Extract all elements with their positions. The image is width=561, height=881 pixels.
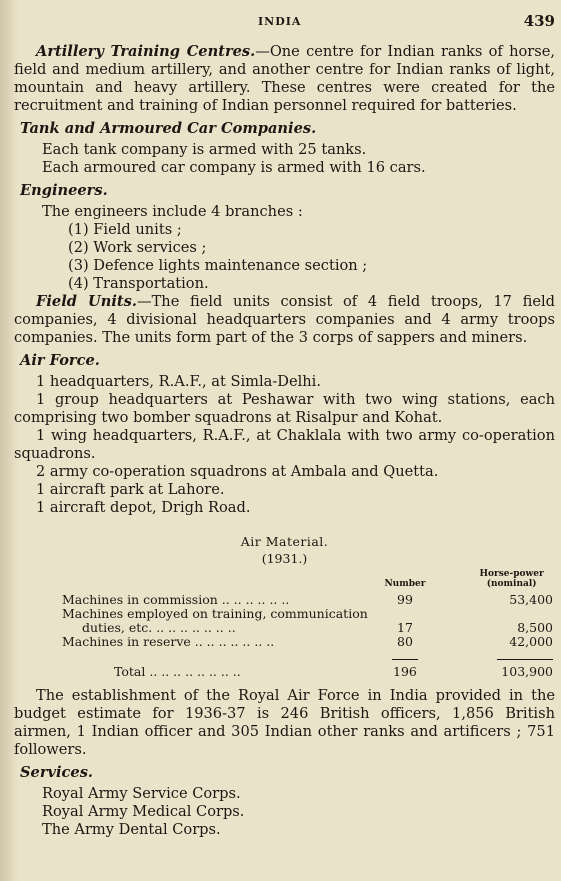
horse-power-label: Horse-power <box>479 569 544 579</box>
engineers-heading: Engineers. <box>20 182 108 199</box>
row-horse-power: 42,000 <box>509 634 553 649</box>
table-row <box>62 607 555 635</box>
running-header <box>0 12 561 32</box>
row-number: 99 <box>397 592 413 607</box>
total-number: 196 <box>393 664 417 679</box>
air-force-heading: Air Force. <box>20 352 100 369</box>
air-force-line: 1 wing headquarters, R.A.F., at Chaklala with two army co-operation squadrons. <box>14 427 555 462</box>
row-label: Machines in commission .. .. .. .. .. .. <box>62 592 290 607</box>
engineers-intro: The engineers include 4 branches : <box>42 203 303 220</box>
engineers-item: (3) Defence lights maintenance section ; <box>68 257 368 274</box>
air-force-line: 2 army co-operation squadrons at Ambala and Quetta. <box>36 463 439 480</box>
tanks-heading: Tank and Armoured Car Companies. <box>20 120 317 137</box>
page-number: 439 <box>523 12 555 30</box>
field-units-text: —The field units consist of 4 field troops, 17 field companies, 4 divisional headquarters companies and 4 army troops companies. The units form part of the 3 corps of sappers and miners. <box>14 293 555 346</box>
tanks-line: Each tank company is armed with 25 tanks. <box>42 141 367 158</box>
total-horse-power: 103,900 <box>501 664 553 679</box>
services-item: The Army Dental Corps. <box>42 821 221 838</box>
artillery-heading: Artillery Training Centres. <box>36 43 256 60</box>
running-title: INDIA <box>258 15 302 28</box>
engineers-item: (4) Transportation. <box>68 275 209 292</box>
row-horse-power: 8,500 <box>517 620 553 635</box>
air-material-title: Air Material. <box>240 534 329 549</box>
row-number: 80 <box>397 634 413 649</box>
horse-power-column-header <box>430 569 555 593</box>
row-label: Machines employed on training, communication duties, etc. .. .. .. .. .. .. .. <box>62 606 368 635</box>
services-item: Royal Army Medical Corps. <box>42 803 245 820</box>
air-material-table <box>62 569 555 679</box>
air-material-year: (1931.) <box>261 551 308 566</box>
air-force-line: 1 headquarters, R.A.F., at Simla-Delhi. <box>36 373 321 390</box>
total-label: Total .. .. .. .. .. .. .. .. <box>114 664 241 679</box>
table-rule <box>62 649 555 663</box>
air-force-line: 1 group headquarters at Peshawar with two wing stations, each comprising two bomber squadrons at Risalpur and Kohat. <box>14 391 555 426</box>
field-units-paragraph <box>14 293 555 347</box>
table-row <box>62 593 555 607</box>
row-label: Machines in reserve .. .. .. .. .. .. .. <box>62 634 275 649</box>
services-item: Royal Army Service Corps. <box>42 785 241 802</box>
table-total-row <box>62 663 555 679</box>
artillery-paragraph <box>14 43 555 115</box>
rule-line <box>497 659 553 660</box>
air-force-line: 1 aircraft park at Lahore. <box>36 481 225 498</box>
horse-power-sublabel: (nominal) <box>486 579 537 589</box>
artillery-text: —One centre for Indian ranks of horse, field and medium artillery, and another centre for Indian ranks of light, mountain and heavy artillery. These centres were created for the recruitment and training of Indian personnel required for batteries. <box>14 43 555 114</box>
page-body <box>14 43 555 839</box>
air-force-line: 1 aircraft depot, Drigh Road. <box>36 499 251 516</box>
row-horse-power: 53,400 <box>509 592 553 607</box>
establishment-paragraph: The establishment of the Royal Air Force in India provided in the budget estimate for 1936-37 is 246 British officers, 1,856 British airmen, 1 Indian officer and 305 Indian other ranks and artificers ; 751 followers. <box>14 687 555 758</box>
engineers-item: (2) Work services ; <box>68 239 207 256</box>
table-row <box>62 635 555 649</box>
row-number: 17 <box>397 620 413 635</box>
tanks-line: Each armoured car company is armed with 16 cars. <box>42 159 426 176</box>
rule-line <box>392 659 418 660</box>
services-heading: Services. <box>20 764 94 781</box>
table-header-row <box>62 569 555 593</box>
engineers-item: (1) Field units ; <box>68 221 182 238</box>
number-column-header: Number <box>384 579 426 589</box>
field-units-heading: Field Units. <box>36 293 137 310</box>
